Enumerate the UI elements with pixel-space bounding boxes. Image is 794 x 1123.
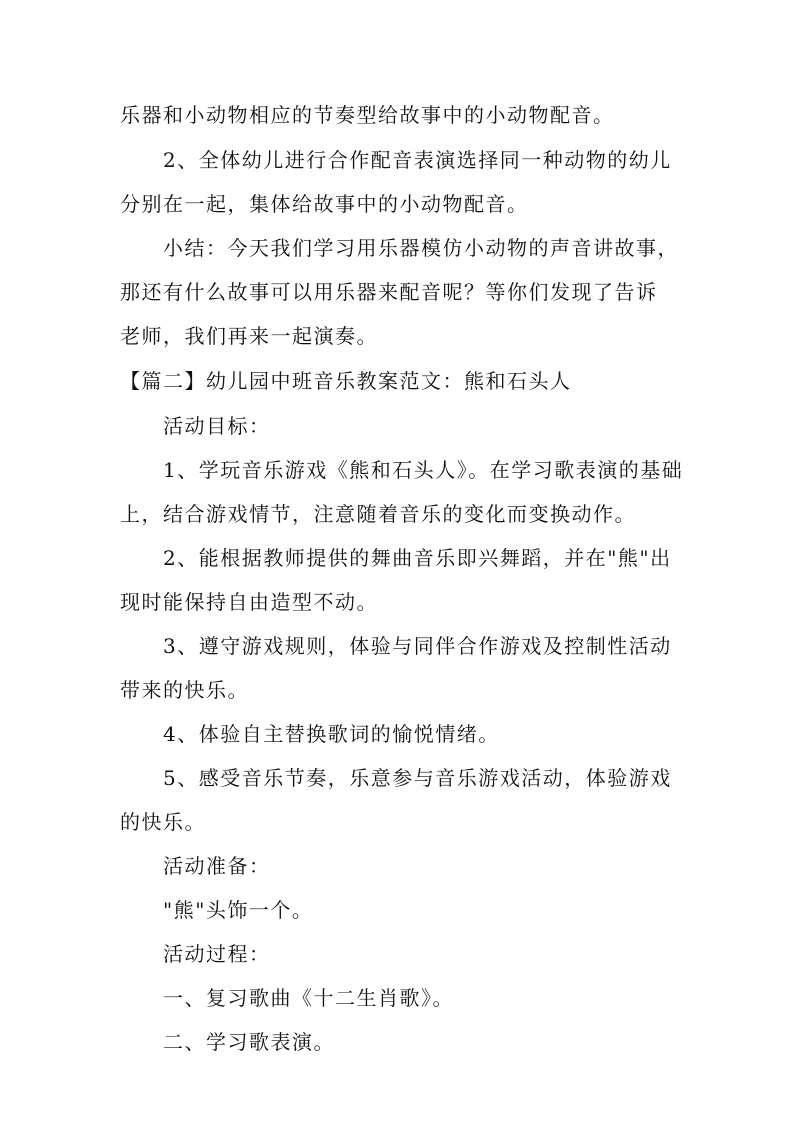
text-line: 活动准备： [163,854,271,878]
text-line: 带来的快乐。 [120,678,249,702]
text-line: 2、能根据教师提供的舞曲音乐即兴舞蹈，并在"熊"出 [163,546,672,570]
text-line: 5、感受音乐节奏，乐意参与音乐游戏活动，体验游戏 [163,766,672,790]
text-line: 现时能保持自由造型不动。 [120,590,378,614]
section-heading: 【篇二】幼儿园中班音乐教案范文：熊和石头人 [120,369,572,393]
text-line: 4、体验自主替换歌词的愉悦情绪。 [163,722,500,746]
text-line: 分别在一起，集体给故事中的小动物配音。 [120,192,529,216]
text-line: 的快乐。 [120,810,206,834]
text-line: 1、学玩音乐游戏《熊和石头人》。在学习歌表演的基础 [163,458,684,482]
text-line: 小结：今天我们学习用乐器模仿小动物的声音讲故事， [163,236,679,260]
text-line: 上，结合游戏情节，注意随着音乐的变化而变换动作。 [120,502,636,526]
text-line: 乐器和小动物相应的节奏型给故事中的小动物配音。 [120,103,615,127]
text-line: 二、学习歌表演。 [163,1030,335,1054]
text-line: 2、全体幼儿进行合作配音表演选择同一种动物的幼儿 [163,148,672,172]
text-line: 活动目标： [163,414,271,438]
text-line: 那还有什么故事可以用乐器来配音呢？等你们发现了告诉 [120,280,658,304]
text-line: "熊"头饰一个。 [163,898,314,922]
text-line: 一、复习歌曲《十二生肖歌》。 [163,986,454,1010]
text-line: 3、遵守游戏规则，体验与同伴合作游戏及控制性活动 [163,634,672,658]
text-line: 老师，我们再来一起演奏。 [120,324,378,348]
text-line: 活动过程： [163,942,271,966]
